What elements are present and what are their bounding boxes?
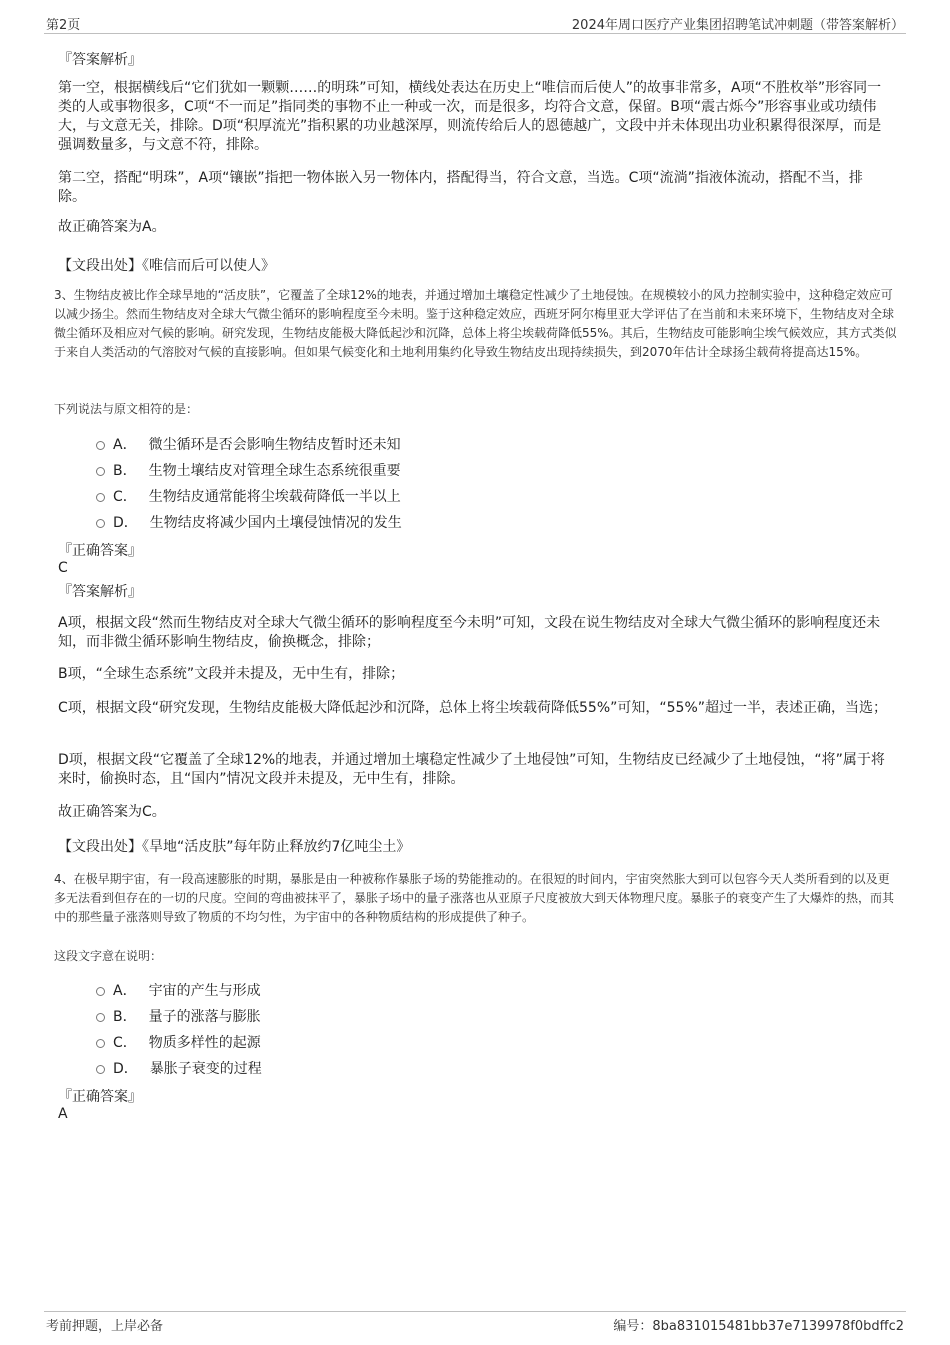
radio-icon[interactable] xyxy=(96,493,105,502)
question-3-text: 3、生物结皮被比作全球旱地的“活皮肤”，它覆盖了全球12%的地表，并通过增加土壤稳定性减少了土地侵蚀。在规模较小的风力控制实验中，这种稳定效应可以减少扬尘。然而生物结皮对全球大气微尘循环的影响程度至今未明。鉴于这种稳定效应，西班牙阿尔梅里亚大学评估了在当前和未来环境下，生物结皮对全球微尘循环及相应对气候的影响。研究发现，生物结皮能极大降低起沙和沉降，总体上将尘埃载荷降低55%。其后，生物结皮可能影响尘埃气候效应，其方式类似于来自人类活动的气溶胶对气候的直接影响。但如果气候变化和土地利用集约化导致生物结皮出现持续损失，到2070年估计全球扬尘载荷将提高达15%。 xyxy=(54,288,897,359)
q4-option-a[interactable]: A． 宇宙的产生与形成 xyxy=(96,980,261,1000)
answer-label: 『正确答案』 xyxy=(58,543,142,559)
q3-option-a[interactable]: A． 微尘循环是否会影响生物结皮暂时还未知 xyxy=(96,434,401,454)
question-4-text: 4、在极早期宇宙，有一段高速膨胀的时期，暴胀是由一种被称作暴胀子场的势能推动的。在很短的时间内，宇宙突然胀大到可以包容今天人类所看到的以及更多无法看到但存在的一切的尺度。空间的弯曲被抹平了，暴胀子场中的量子涨落也从亚原子尺度被放大到天体物理尺度。暴胀子的衰变产生了大爆炸的热，而其中的那些量子涨落则导致了物质的不均匀性，为宇宙中的各种物质结构的形成提供了种子。 xyxy=(54,872,895,924)
q3-option-d[interactable]: D． 生物结皮将减少国内土壤侵蚀情况的发生 xyxy=(96,512,402,532)
q4-option-b[interactable]: B． 量子的涨落与膨胀 xyxy=(96,1006,261,1026)
q3-option-b[interactable]: B． 生物土壤结皮对管理全球生态系统很重要 xyxy=(96,460,401,480)
radio-icon[interactable] xyxy=(96,467,105,476)
analysis-conclusion: 故正确答案为C。 xyxy=(58,804,166,820)
analysis-conclusion: 故正确答案为A。 xyxy=(58,219,166,235)
analysis-paragraph-2: 第二空，搭配“明珠”，A项“镶嵌”指把一物体嵌入另一物体内，搭配得当，符合文意，当选。C项“流淌”指液体流动，搭配不当，排除。 xyxy=(58,170,863,205)
passage-source: 【文段出处】《旱地“活皮肤”每年防止释放约7亿吨尘土》 xyxy=(58,839,411,855)
analysis-option-c: C项，根据文段“研究发现，生物结皮能极大降低起沙和沉降，总体上将尘埃载荷降低55%”可知，“55%”超过一半，表述正确，当选； xyxy=(58,700,888,716)
analysis-option-d: D项，根据文段“它覆盖了全球12%的地表，并通过增加土壤稳定性减少了土地侵蚀”可知，生物结皮已经减少了土地侵蚀，“将”属于将来时，偷换时态，且“国内”情况文段并未提及，无中生有，排除。 xyxy=(58,752,885,787)
radio-icon[interactable] xyxy=(96,519,105,528)
question-3-stem: 下列说法与原文相符的是： xyxy=(54,402,199,416)
radio-icon[interactable] xyxy=(96,1013,105,1022)
footer-divider xyxy=(44,1311,906,1312)
analysis-paragraph-1: 第一空，根据横线后“它们犹如一颗颗……的明珠”可知，横线处表达在历史上“唯信而后使人”的故事非常多，A项“不胜枚举”形容同一类的人或事物很多，C项“不一而足”指同类的事物不止一种或一次，而是很多，均符合文意，保留。B项“震古烁今”形容事业或功绩伟大，与文意无关，排除。D项“积厚流光”指积累的功业越深厚，则流传给后人的恩德越广，文段中并未体现出功业积累得很深厚，而是强调数量多，与文意不符，排除。 xyxy=(58,80,882,153)
document-code: 编号：8ba831015481bb37e7139978f0bdffc2 xyxy=(613,1319,904,1334)
radio-icon[interactable] xyxy=(96,987,105,996)
header-divider xyxy=(44,33,906,34)
answer-label: 『正确答案』 xyxy=(58,1089,142,1105)
radio-icon[interactable] xyxy=(96,1065,105,1074)
footer-slogan: 考前押题，上岸必备 xyxy=(46,1319,164,1334)
analysis-label: 『答案解析』 xyxy=(58,584,142,600)
correct-answer: A xyxy=(58,1106,68,1122)
analysis-option-b: B项，“全球生态系统”文段并未提及，无中生有，排除； xyxy=(58,666,405,682)
analysis-option-a: A项，根据文段“然而生物结皮对全球大气微尘循环的影响程度至今未明”可知，文段在说生物结皮对全球大气微尘循环的影响程度还未知，而非微尘循环影响生物结皮，偷换概念，排除； xyxy=(58,615,881,650)
q4-option-c[interactable]: C． 物质多样性的起源 xyxy=(96,1032,261,1052)
radio-icon[interactable] xyxy=(96,441,105,450)
q3-option-c[interactable]: C． 生物结皮通常能将尘埃载荷降低一半以上 xyxy=(96,486,401,506)
analysis-label: 『答案解析』 xyxy=(58,52,142,68)
question-4-stem: 这段文字意在说明： xyxy=(54,949,163,963)
correct-answer: C xyxy=(58,560,68,576)
page-number: 第2页 xyxy=(46,18,81,33)
q4-option-d[interactable]: D． 暴胀子衰变的过程 xyxy=(96,1058,262,1078)
passage-source: 【文段出处】《唯信而后可以使人》 xyxy=(58,258,275,274)
document-title: 2024年周口医疗产业集团招聘笔试冲刺题（带答案解析） xyxy=(571,18,904,33)
radio-icon[interactable] xyxy=(96,1039,105,1048)
